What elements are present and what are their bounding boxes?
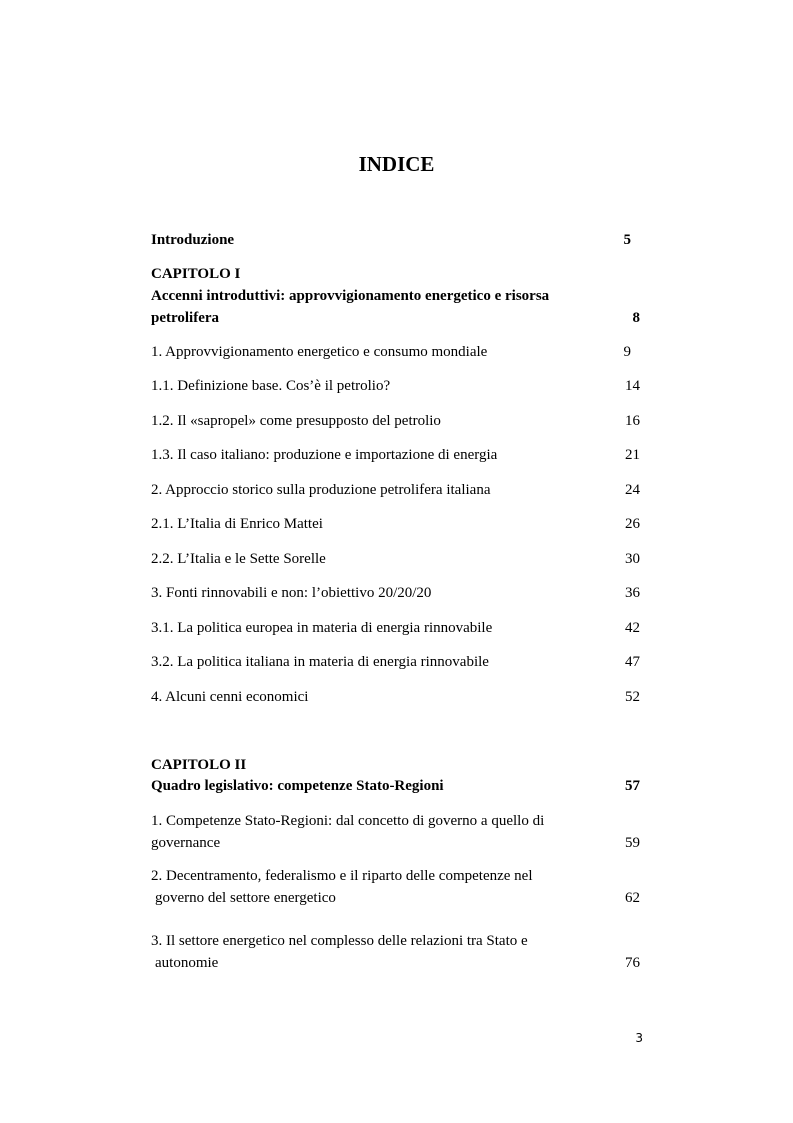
toc-entry[interactable] [151,341,640,363]
chapter-2-label: CAPITOLO II [151,757,247,773]
toc-entry-page: 59 [625,835,640,851]
toc-entry-page: 21 [625,447,640,463]
toc-entry[interactable] [151,582,640,604]
toc-entry-text-line-1: 3. Il settore energetico nel complesso delle relazioni tra Stato e [151,933,528,949]
toc-entry-page: 42 [625,620,640,636]
toc-entry-chapter-2-title[interactable] [151,775,640,797]
chapter-1-title-line-1: Accenni introduttivi: approvvigionamento energetico e risorsa [151,288,550,304]
toc-entry[interactable] [151,810,640,854]
toc-entry[interactable] [151,375,640,397]
toc-entry-text-line-2: governance [151,835,221,851]
toc-entry-page: 30 [625,551,640,567]
toc-entry[interactable] [151,651,640,673]
toc-entry-page: 62 [625,890,640,906]
toc-entry[interactable] [151,617,640,639]
toc-entry[interactable] [151,930,640,974]
toc-entry-page: 47 [625,654,640,670]
toc-entry-page: 14 [625,378,640,394]
toc-entry[interactable] [151,513,640,535]
toc-entry-page: 16 [625,413,640,429]
toc-entry-page: 9 [623,344,631,360]
toc-entry-page: 57 [625,778,640,794]
toc-entry-page: 52 [625,689,640,705]
toc-entry-introduction[interactable] [151,229,640,251]
toc-entry[interactable] [151,479,640,501]
toc-entry-text: 3.1. La politica europea in materia di energia rinnovabile [151,620,493,636]
toc-entry-text: 1. Approvvigionamento energetico e consumo mondiale [151,344,488,360]
toc-entry[interactable] [151,865,640,909]
toc-entry-page: 8 [632,310,640,326]
toc-entry-text: 2.1. L’Italia di Enrico Mattei [151,516,323,532]
toc-entry-page: 24 [625,482,640,498]
toc-entry-text-line-2: governo del settore energetico [155,890,336,906]
chapter-1-title-line-2: petrolifera [151,310,220,326]
toc-entry-text: 1.1. Definizione base. Cos’è il petrolio? [151,378,391,394]
toc-entry[interactable] [151,444,640,466]
page-number: 3 [635,1031,643,1045]
toc-entry-text-line-2: autonomie [155,955,219,971]
page-title: INDICE [358,152,435,176]
toc-entry-text: 2. Approccio storico sulla produzione petrolifera italiana [151,482,491,498]
toc-entry-text: 1.3. Il caso italiano: produzione e importazione di energia [151,447,498,463]
toc-entry-text: Quadro legislativo: competenze Stato-Regioni [151,778,444,794]
toc-entry-text-line-1: 1. Competenze Stato-Regioni: dal concetto di governo a quello di [151,813,545,829]
chapter-1-label: CAPITOLO I [151,266,241,282]
toc-entry-page: 5 [623,232,631,248]
toc-entry-text: 3. Fonti rinnovabili e non: l’obiettivo 20/20/20 [151,585,432,601]
toc-entry-text: Introduzione [151,232,235,248]
toc-entry-text: 2.2. L’Italia e le Sette Sorelle [151,551,326,567]
toc-entry-page: 26 [625,516,640,532]
toc-entry[interactable] [151,410,640,432]
toc-entry-text: 4. Alcuni cenni economici [151,689,309,705]
toc-entry-text-line-1: 2. Decentramento, federalismo e il riparto delle competenze nel [151,868,533,884]
toc-entry-chapter-1-title[interactable] [151,285,640,329]
toc-entry-text: 3.2. La politica italiana in materia di energia rinnovabile [151,654,489,670]
toc-entry-page: 76 [625,955,640,971]
toc-entry[interactable] [151,686,640,708]
toc-entry[interactable] [151,548,640,570]
toc-entry-page: 36 [625,585,640,601]
toc-entry-text: 1.2. Il «sapropel» come presupposto del petrolio [151,413,441,429]
